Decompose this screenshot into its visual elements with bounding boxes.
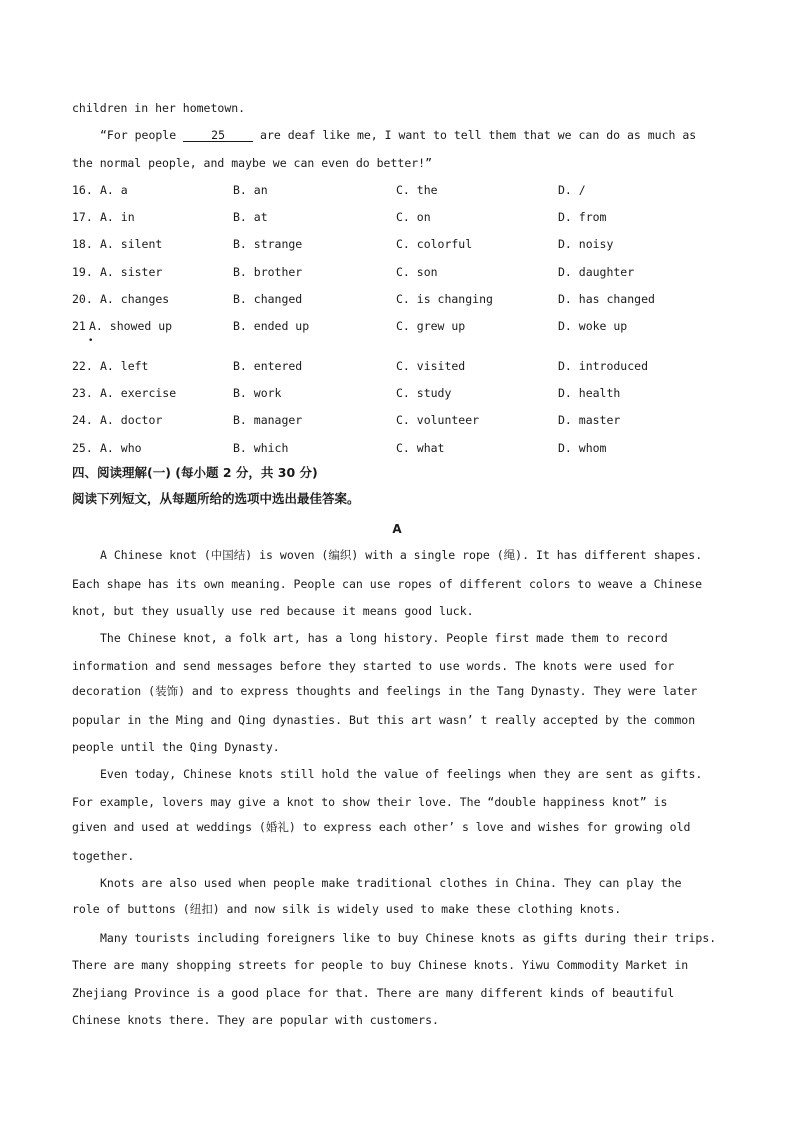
option-c: C. is changing [396,292,493,306]
passage-line: knot, but they usually use red because it means good luck. [72,604,474,618]
question-number: 16. [72,183,93,197]
intro-line-2-pre: “For people [100,128,184,142]
option-b: B. at [233,210,268,224]
question-number: 23. [72,386,93,400]
option-d: D. health [558,386,621,400]
question-number: 25. [72,441,93,455]
option-d: D. introduced [558,359,649,373]
passage-line: Zhejiang Province is a good place for that. There are many different kinds of beautiful [72,986,675,1000]
option-a: A. showed up [89,319,173,333]
option-c: C. study [396,386,452,400]
option-d: D. whom [558,441,607,455]
option-a: A. left [100,359,149,373]
option-c: C. grew up [396,319,466,333]
intro-line-2 [100,128,696,142]
option-c: C. the [396,183,438,197]
passage-line: Even today, Chinese knots still hold the value of feelings when they are sent as gifts. [100,767,703,781]
question-number: 21 [72,319,86,333]
question-number: 19. [72,265,93,279]
option-c: C. what [396,441,445,455]
intro-line-2-post: are deaf like me, I want to tell them that we can do as much as [253,128,697,142]
option-c: C. visited [396,359,466,373]
option-d: D. from [558,210,607,224]
passage-line: Chinese knots there. They are popular with customers. [72,1013,439,1027]
question-row [72,183,732,197]
question-row [72,292,732,306]
option-d: D. master [558,413,621,427]
passage-line: Knots are also used when people make traditional clothes in China. They can play the [100,876,682,890]
question-number: 18. [72,237,93,251]
option-b: B. work [233,386,282,400]
question-row [72,441,732,455]
passage-line: together. [72,849,135,863]
option-c: C. son [396,265,438,279]
question-number: 22. [72,359,93,373]
option-a: A. exercise [100,386,177,400]
intro-line-1: children in her hometown. [72,101,246,115]
option-a: A. doctor [100,413,163,427]
question-row [72,237,732,251]
passage-line: given and used at weddings (婚礼) to express each other’ s love and wishes for growing old [72,820,691,834]
passage-line: A Chinese knot (中国结) is woven (编织) with a single rope (绳). It has different shapes. [100,548,703,562]
passage-line: information and send messages before they started to use words. The knots were used for [72,659,675,673]
option-d: D. woke up [558,319,628,333]
option-b: B. an [233,183,268,197]
option-a: A. who [100,441,142,455]
question-row [72,265,732,279]
blank-25: 25 [183,129,253,142]
question-row [72,359,732,373]
passage-line: people until the Qing Dynasty. [72,740,280,754]
option-d: D. has changed [558,292,655,306]
option-b: B. which [233,441,289,455]
question-row [72,210,732,224]
passage-line: role of buttons (纽扣) and now silk is widely used to make these clothing knots. [72,902,622,916]
option-b: B. entered [233,359,303,373]
section-heading: 四、阅读理解(一) (每小题 2 分，共 30 分) [72,465,318,480]
option-c: C. on [396,210,431,224]
passage-title: A [392,522,402,536]
intro-line-3: the normal people, and maybe we can even do better!” [72,156,433,170]
option-d: D. daughter [558,265,635,279]
option-a: A. sister [100,265,163,279]
passage-line: decoration (装饰) and to express thoughts and feelings in the Tang Dynasty. They were later [72,684,698,698]
passage-line: For example, lovers may give a knot to show their love. The “double happiness knot” is [72,795,668,809]
question-number: 24. [72,413,93,427]
section-instruction: 阅读下列短文，从每题所给的选项中选出最佳答案。 [72,491,360,506]
option-a: A. silent [100,237,163,251]
option-d: D. / [558,183,586,197]
option-c: C. volunteer [396,413,480,427]
option-b: B. changed [233,292,303,306]
passage-line: There are many shopping streets for people to buy Chinese knots. Yiwu Commodity Market in [72,958,689,972]
question-number: 17. [72,210,93,224]
option-b: B. manager [233,413,303,427]
option-c: C. colorful [396,237,473,251]
stray-dot-mark: • [88,336,94,346]
option-a: A. a [100,183,128,197]
passage-line: Many tourists including foreigners like to buy Chinese knots as gifts during their trips. [100,931,717,945]
option-b: B. brother [233,265,303,279]
question-row [72,413,732,427]
option-b: B. strange [233,237,303,251]
option-b: B. ended up [233,319,310,333]
option-d: D. noisy [558,237,614,251]
question-row [72,386,732,400]
option-a: A. changes [100,292,170,306]
passage-line: popular in the Ming and Qing dynasties. But this art wasn’ t really accepted by the common [72,713,696,727]
question-number: 20. [72,292,93,306]
option-a: A. in [100,210,135,224]
passage-line: Each shape has its own meaning. People can use ropes of different colors to weave a Chinese [72,577,703,591]
question-row [72,319,732,333]
passage-line: The Chinese knot, a folk art, has a long history. People first made them to record [100,631,668,645]
